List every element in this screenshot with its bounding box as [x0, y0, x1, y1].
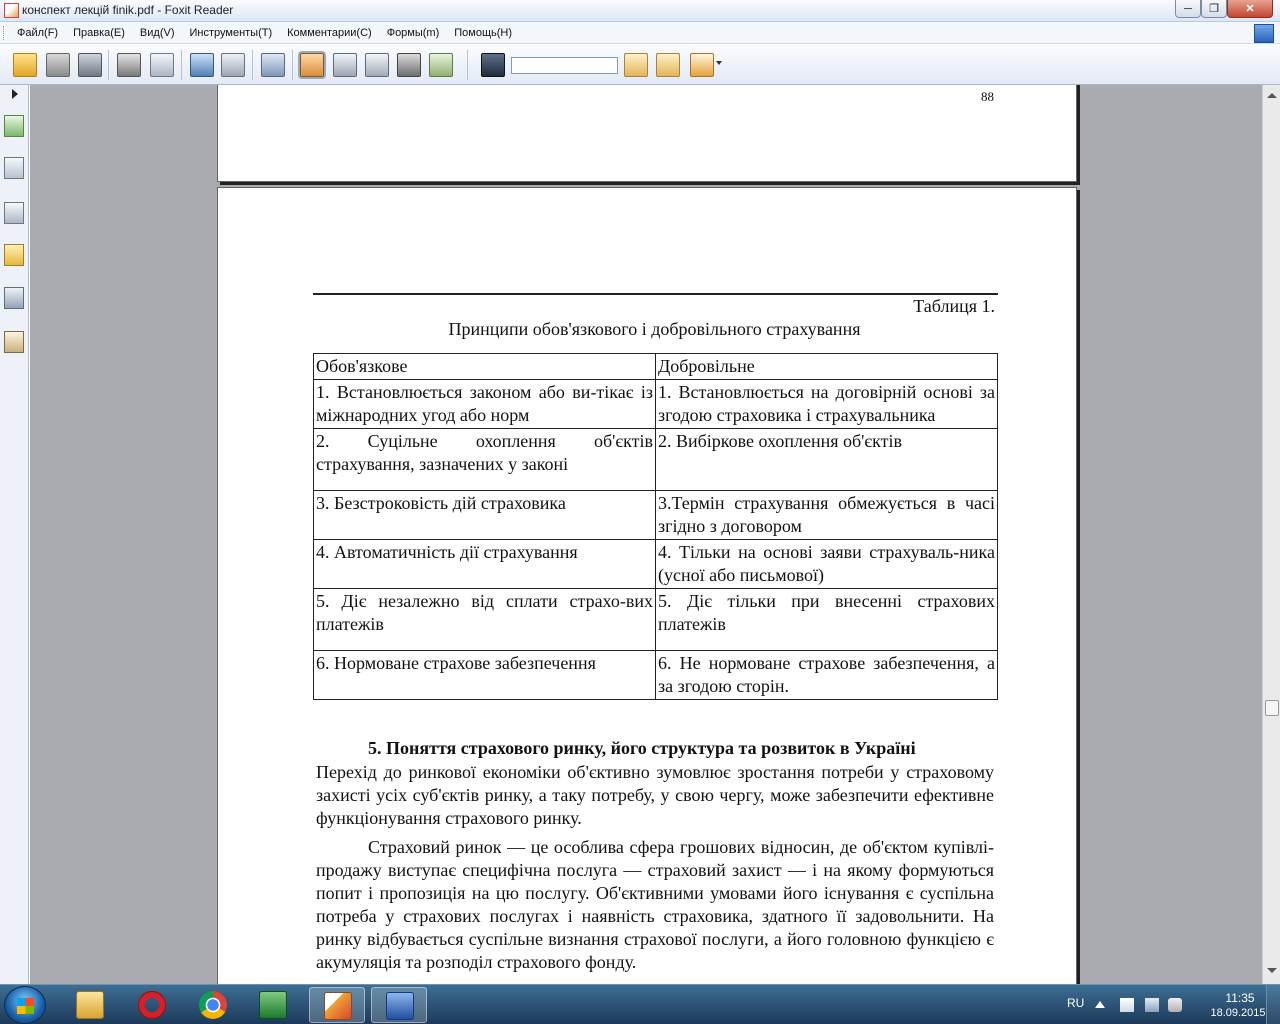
select-text-icon[interactable]: [333, 53, 357, 77]
table-row: [314, 589, 998, 651]
menu-tools[interactable]: Инструменты(T): [189, 27, 273, 39]
find-options-icon[interactable]: [690, 53, 714, 77]
volume-muted-icon[interactable]: [1168, 998, 1182, 1012]
vertical-scrollbar[interactable]: [1262, 85, 1280, 984]
show-desktop-button[interactable]: [1266, 985, 1280, 1024]
layers-icon[interactable]: [4, 202, 24, 224]
bookmarks-icon[interactable]: [4, 115, 24, 137]
clock-date[interactable]: 18.09.2015: [1210, 1007, 1266, 1019]
table-cell: 1. Встановлюється законом або ви-тікає із міжнародних угод або норм: [314, 380, 656, 429]
toolbar: [0, 44, 1280, 85]
open-folder-icon[interactable]: [13, 53, 37, 77]
page-previous: [217, 85, 1077, 182]
window-title: конспект лекцій finik.pdf - Foxit Reader: [22, 3, 234, 17]
table-cell: 5. Діє тільки при внесенні страхових платежів: [656, 589, 998, 651]
print-icon[interactable]: [117, 53, 141, 77]
find-next-icon[interactable]: [656, 53, 680, 77]
search-input[interactable]: [511, 57, 618, 74]
system-tray: [1060, 985, 1280, 1024]
table-row: [314, 651, 998, 700]
network-icon[interactable]: [1145, 998, 1159, 1012]
menu-grip: [3, 26, 6, 40]
paragraph: Страховий ринок — це особлива сфера грошових відносин, де об'єктом купівлі-продажу виступає специфічна послуга — страховий захист — і на якому формуються попит і пропозиція на цю послугу. Об'єктивними умовами його існування є суспільна потреба у страхових послугах і наявність страховика, здатного її задовольнити. На ринку відбувається суспільне визнання страхової послуги, а його головною функцією є акумуляція та розподіл страхового фонду.: [316, 837, 994, 972]
fullscreen-icon[interactable]: [190, 53, 214, 77]
table-cell: 4. Автоматичність дії страхування: [314, 540, 656, 589]
table-cell: 5. Діє незалежно від сплати страхо-вих платежів: [314, 589, 656, 651]
header-rule: [313, 293, 998, 295]
table-cell: 3.Термін страхування обмежується в часі згідно з договором: [656, 491, 998, 540]
table-header-cell: Добровільне: [656, 354, 998, 380]
email-icon[interactable]: [150, 53, 174, 77]
foxit-app-icon[interactable]: [4, 3, 19, 18]
table-cell: 6. Нормоване страхове забезпечення: [314, 651, 656, 700]
hand-tool-icon[interactable]: [300, 53, 324, 77]
close-button[interactable]: ✕: [1227, 0, 1273, 18]
clock-time[interactable]: 11:35: [1225, 991, 1255, 1005]
title-bar: [0, 0, 1280, 22]
table-cell: 4. Тільки на основі заяви страхуваль-ника (усної або письмової): [656, 540, 998, 589]
table-header-cell: Обов'язкове: [314, 354, 656, 380]
principles-table: [313, 353, 998, 700]
table-caption: Таблиця 1.: [913, 296, 995, 316]
taskbar-chrome[interactable]: [185, 987, 241, 1023]
paragraph: Перехід до ринкової економіки об'єктивно зумовлює зростання потреби у страховому захисті усіх суб'єктів ринку, а таку потребу, у свою чергу, може забезпечити ефективне функціонування страхового ринку.: [316, 762, 994, 828]
attachments-icon[interactable]: [4, 287, 24, 309]
table-title: Принципи обов'язкового і добровільного страхування: [448, 319, 861, 339]
taskbar-opera[interactable]: [124, 987, 180, 1023]
action-center-flag-icon[interactable]: [1120, 998, 1134, 1012]
comments-icon[interactable]: [4, 244, 24, 266]
table-cell: 6. Не нормоване страхове забезпечення, а за згодою сторін.: [656, 651, 998, 700]
snapshot-icon[interactable]: [397, 53, 421, 77]
table-row: [314, 491, 998, 540]
menu-view[interactable]: Вид(V): [139, 27, 175, 39]
page-number: 88: [981, 89, 994, 104]
search-web-icon[interactable]: [221, 53, 245, 77]
signatures-icon[interactable]: [4, 331, 24, 353]
excel-icon: [259, 991, 287, 1019]
save-as-icon[interactable]: [78, 53, 102, 77]
document-viewport[interactable]: [30, 85, 1262, 984]
table-row: [314, 429, 998, 491]
save-icon[interactable]: [46, 53, 70, 77]
minimize-button[interactable]: ─: [1175, 0, 1201, 18]
section-heading: 5. Поняття страхового ринку, його структура та розвиток в Україні: [368, 738, 916, 758]
sign-icon[interactable]: [429, 53, 453, 77]
chrome-icon: [199, 991, 227, 1019]
table-header-row: [314, 354, 998, 380]
language-indicator[interactable]: RU: [1067, 996, 1085, 1010]
taskbar: [0, 984, 1280, 1024]
show-hidden-icons-icon[interactable]: [1095, 1001, 1105, 1008]
table-row: [314, 540, 998, 589]
explorer-icon: [76, 991, 104, 1019]
taskbar-excel[interactable]: [245, 987, 301, 1023]
body-text: [316, 761, 994, 980]
chevron-down-icon[interactable]: [716, 61, 722, 65]
menu-file[interactable]: Файл(F): [17, 27, 59, 39]
page-current: [217, 187, 1077, 984]
page-thumbnails-icon[interactable]: [4, 157, 24, 179]
start-button[interactable]: [4, 986, 46, 1024]
foxit-icon: [324, 992, 352, 1020]
table-cell: 2. Суцільне охоплення об'єктів страхування, зазначених у законі: [314, 429, 656, 491]
menu-forms[interactable]: Формы(m): [386, 27, 440, 39]
expand-panel-icon[interactable]: [12, 89, 18, 99]
maximize-button[interactable]: ❐: [1201, 0, 1227, 18]
scroll-thumb[interactable]: [1265, 700, 1279, 716]
table-row: [314, 380, 998, 429]
word-icon: [386, 992, 414, 1020]
table-cell: 3. Безстроковість дій страховика: [314, 491, 656, 540]
menu-help[interactable]: Помощь(H): [454, 27, 513, 39]
taskbar-foxit[interactable]: [309, 987, 365, 1023]
taskbar-word[interactable]: [371, 987, 427, 1023]
pages-icon[interactable]: [261, 53, 285, 77]
menu-edit[interactable]: Правка(E): [73, 27, 125, 39]
table-cell: 2. Вибіркове охоплення об'єктів: [656, 429, 998, 491]
find-previous-icon[interactable]: [624, 53, 648, 77]
scroll-up-icon[interactable]: [1267, 93, 1277, 98]
menu-comments[interactable]: Комментарии(C): [287, 27, 372, 39]
text-viewer-icon[interactable]: [365, 53, 389, 77]
binoculars-icon[interactable]: [481, 53, 505, 77]
table-cell: 1. Встановлюється на договірній основі за згодою страховика і страхувальника: [656, 380, 998, 429]
menu-bar: [0, 22, 1280, 44]
opera-icon: [138, 991, 166, 1019]
navigation-panel: [0, 85, 29, 985]
taskbar-explorer[interactable]: [62, 987, 118, 1023]
windows-logo-icon: [17, 998, 34, 1014]
scroll-down-icon[interactable]: [1267, 968, 1277, 973]
restore-panel-icon[interactable]: [1254, 24, 1274, 43]
